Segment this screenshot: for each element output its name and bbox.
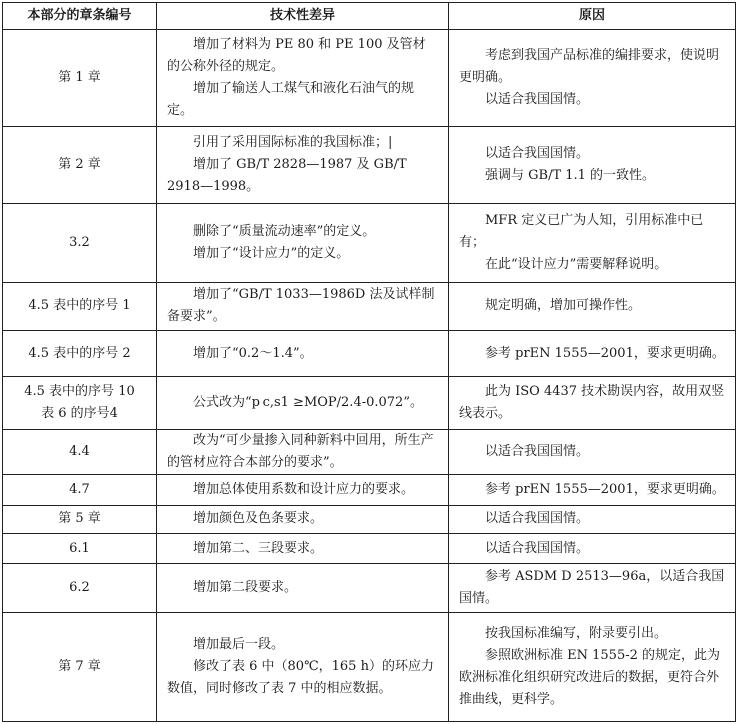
section-number-cell [3, 612, 157, 721]
difference-paragraph: 增加最后一段。 [193, 636, 285, 652]
difference-paragraph: 修改了表 6 中（80℃，165 h）的环应力数值，同时修改了表 7 中的相应数据。 [167, 658, 434, 696]
technical-difference-cell [157, 282, 449, 330]
difference-paragraph: 增加了“GB/T 1033—1986D 法及试样制备要求”。 [167, 287, 435, 325]
reason-paragraph: 以适合我国国情。 [485, 511, 590, 527]
table-row [3, 505, 736, 533]
table-row [3, 564, 736, 612]
reason-paragraph: 参考 ASDM D 2513—96a，以适合我国国情。 [459, 569, 725, 607]
reason-cell [449, 126, 736, 203]
reason-paragraph: 考虑到我国产品标准的编排要求，使说明更明确。 [459, 47, 720, 85]
table-row [3, 282, 736, 330]
reason-cell [449, 430, 736, 475]
difference-paragraph: 改为“可少量掺入同种新料中回用，所生产的管材应符合本部分的要求”。 [167, 433, 434, 471]
technical-differences-table [2, 2, 736, 722]
technical-difference-cell [157, 534, 449, 564]
section-number-cell [3, 126, 157, 203]
reason-paragraph: 参照欧洲标准 EN 1555-2 的规定，此为欧洲标准化组织研究改进后的数据，更符合外推曲线，更科学。 [459, 647, 721, 707]
difference-paragraph: 增加了输送人工煤气和液化石油气的规定。 [167, 80, 415, 118]
reason-paragraph: 以适合我国国情。 [485, 444, 590, 460]
difference-paragraph: 删除了“质量流动速率”的定义。 [193, 223, 376, 239]
reason-paragraph: 此为 ISO 4437 技术勘误内容，故用双竖线表示。 [459, 384, 725, 422]
reason-paragraph: 以适合我国国情。 [485, 91, 590, 107]
section-number-line: 第 7 章 [58, 658, 101, 674]
table-row [3, 612, 736, 721]
header-reason: 原因 [449, 3, 736, 30]
reason-cell [449, 475, 736, 505]
difference-paragraph: 公式改为“p c,s1 ≥MOP/2.4-0.072”。 [193, 395, 423, 411]
reason-paragraph: 以适合我国国情。 [485, 540, 590, 556]
reason-cell [449, 612, 736, 721]
table-row [3, 30, 736, 127]
section-number-line: 第 5 章 [58, 511, 101, 527]
difference-paragraph: 引用了采用国际标准的我国标准；| [193, 134, 393, 150]
difference-paragraph: 增加颜色及色条要求。 [193, 511, 324, 527]
section-number-line: 4.5 表中的序号 10 [24, 384, 135, 400]
section-number-cell [3, 331, 157, 377]
table-row [3, 430, 736, 475]
table-body [3, 30, 736, 722]
reason-cell [449, 505, 736, 533]
section-number-cell [3, 534, 157, 564]
technical-difference-cell [157, 331, 449, 377]
reason-paragraph: 在此“设计应力”需要解释说明。 [485, 256, 668, 272]
technical-difference-cell [157, 430, 449, 475]
technical-difference-cell [157, 564, 449, 612]
section-number-cell [3, 282, 157, 330]
difference-paragraph: 增加第二、三段要求。 [193, 540, 324, 556]
section-number-cell [3, 505, 157, 533]
difference-paragraph: 增加总体使用系数和设计应力的要求。 [193, 482, 415, 498]
reason-cell [449, 30, 736, 127]
section-number-line: 4.5 表中的序号 2 [28, 345, 131, 361]
reason-cell [449, 331, 736, 377]
table-row [3, 377, 736, 430]
table-row [3, 126, 736, 203]
section-number-line: 4.5 表中的序号 1 [28, 298, 131, 314]
reason-cell [449, 534, 736, 564]
section-number-line: 第 1 章 [58, 69, 101, 85]
reason-paragraph: 以适合我国国情。 [485, 145, 590, 161]
reason-paragraph: 强调与 GB/T 1.1 的一致性。 [485, 167, 656, 183]
table-row [3, 331, 736, 377]
reason-cell [449, 377, 736, 430]
section-number-cell [3, 564, 157, 612]
section-number-cell [3, 430, 157, 475]
section-number-line: 4.7 [69, 482, 90, 498]
technical-difference-cell [157, 203, 449, 282]
section-number-line: 6.2 [69, 580, 90, 596]
header-row [3, 3, 736, 30]
section-number-line: 6.1 [69, 540, 90, 556]
section-number-cell [3, 377, 157, 430]
section-number-line: 表 6 的序号4 [41, 406, 118, 422]
technical-difference-cell [157, 30, 449, 127]
section-number-cell [3, 475, 157, 505]
reason-paragraph: 规定明确，增加可操作性。 [485, 298, 642, 314]
reason-paragraph: 按我国标准编写，附录要引出。 [485, 625, 668, 641]
reason-cell [449, 282, 736, 330]
technical-difference-cell [157, 612, 449, 721]
section-number-cell [3, 203, 157, 282]
reason-paragraph: 参考 prEN 1555—2001，要求更明确。 [485, 345, 725, 361]
reason-cell [449, 564, 736, 612]
table-row [3, 534, 736, 564]
table-row [3, 475, 736, 505]
reason-cell [449, 203, 736, 282]
table-row [3, 203, 736, 282]
section-number-line: 第 2 章 [58, 156, 101, 172]
difference-paragraph: 增加了“0.2～1.4”。 [193, 345, 313, 361]
header-technical-difference: 技术性差异 [157, 3, 449, 30]
difference-paragraph: 增加第二段要求。 [193, 580, 298, 596]
reason-paragraph: MFR 定义已广为人知，引用标准中已有； [459, 212, 704, 250]
technical-difference-cell [157, 377, 449, 430]
difference-paragraph: 增加了“设计应力”的定义。 [193, 245, 350, 261]
difference-paragraph: 增加了材料为 PE 80 和 PE 100 及管材的公称外径的规定。 [167, 36, 426, 74]
reason-paragraph: 参考 prEN 1555—2001，要求更明确。 [485, 482, 725, 498]
technical-difference-cell [157, 505, 449, 533]
technical-difference-cell [157, 475, 449, 505]
section-number-cell [3, 30, 157, 127]
section-number-line: 4.4 [69, 444, 90, 460]
section-number-line: 3.2 [69, 234, 90, 250]
technical-difference-cell [157, 126, 449, 203]
difference-paragraph: 增加了 GB/T 2828—1987 及 GB/T 2918—1998。 [167, 156, 407, 194]
header-section-number: 本部分的章条编号 [3, 3, 157, 30]
